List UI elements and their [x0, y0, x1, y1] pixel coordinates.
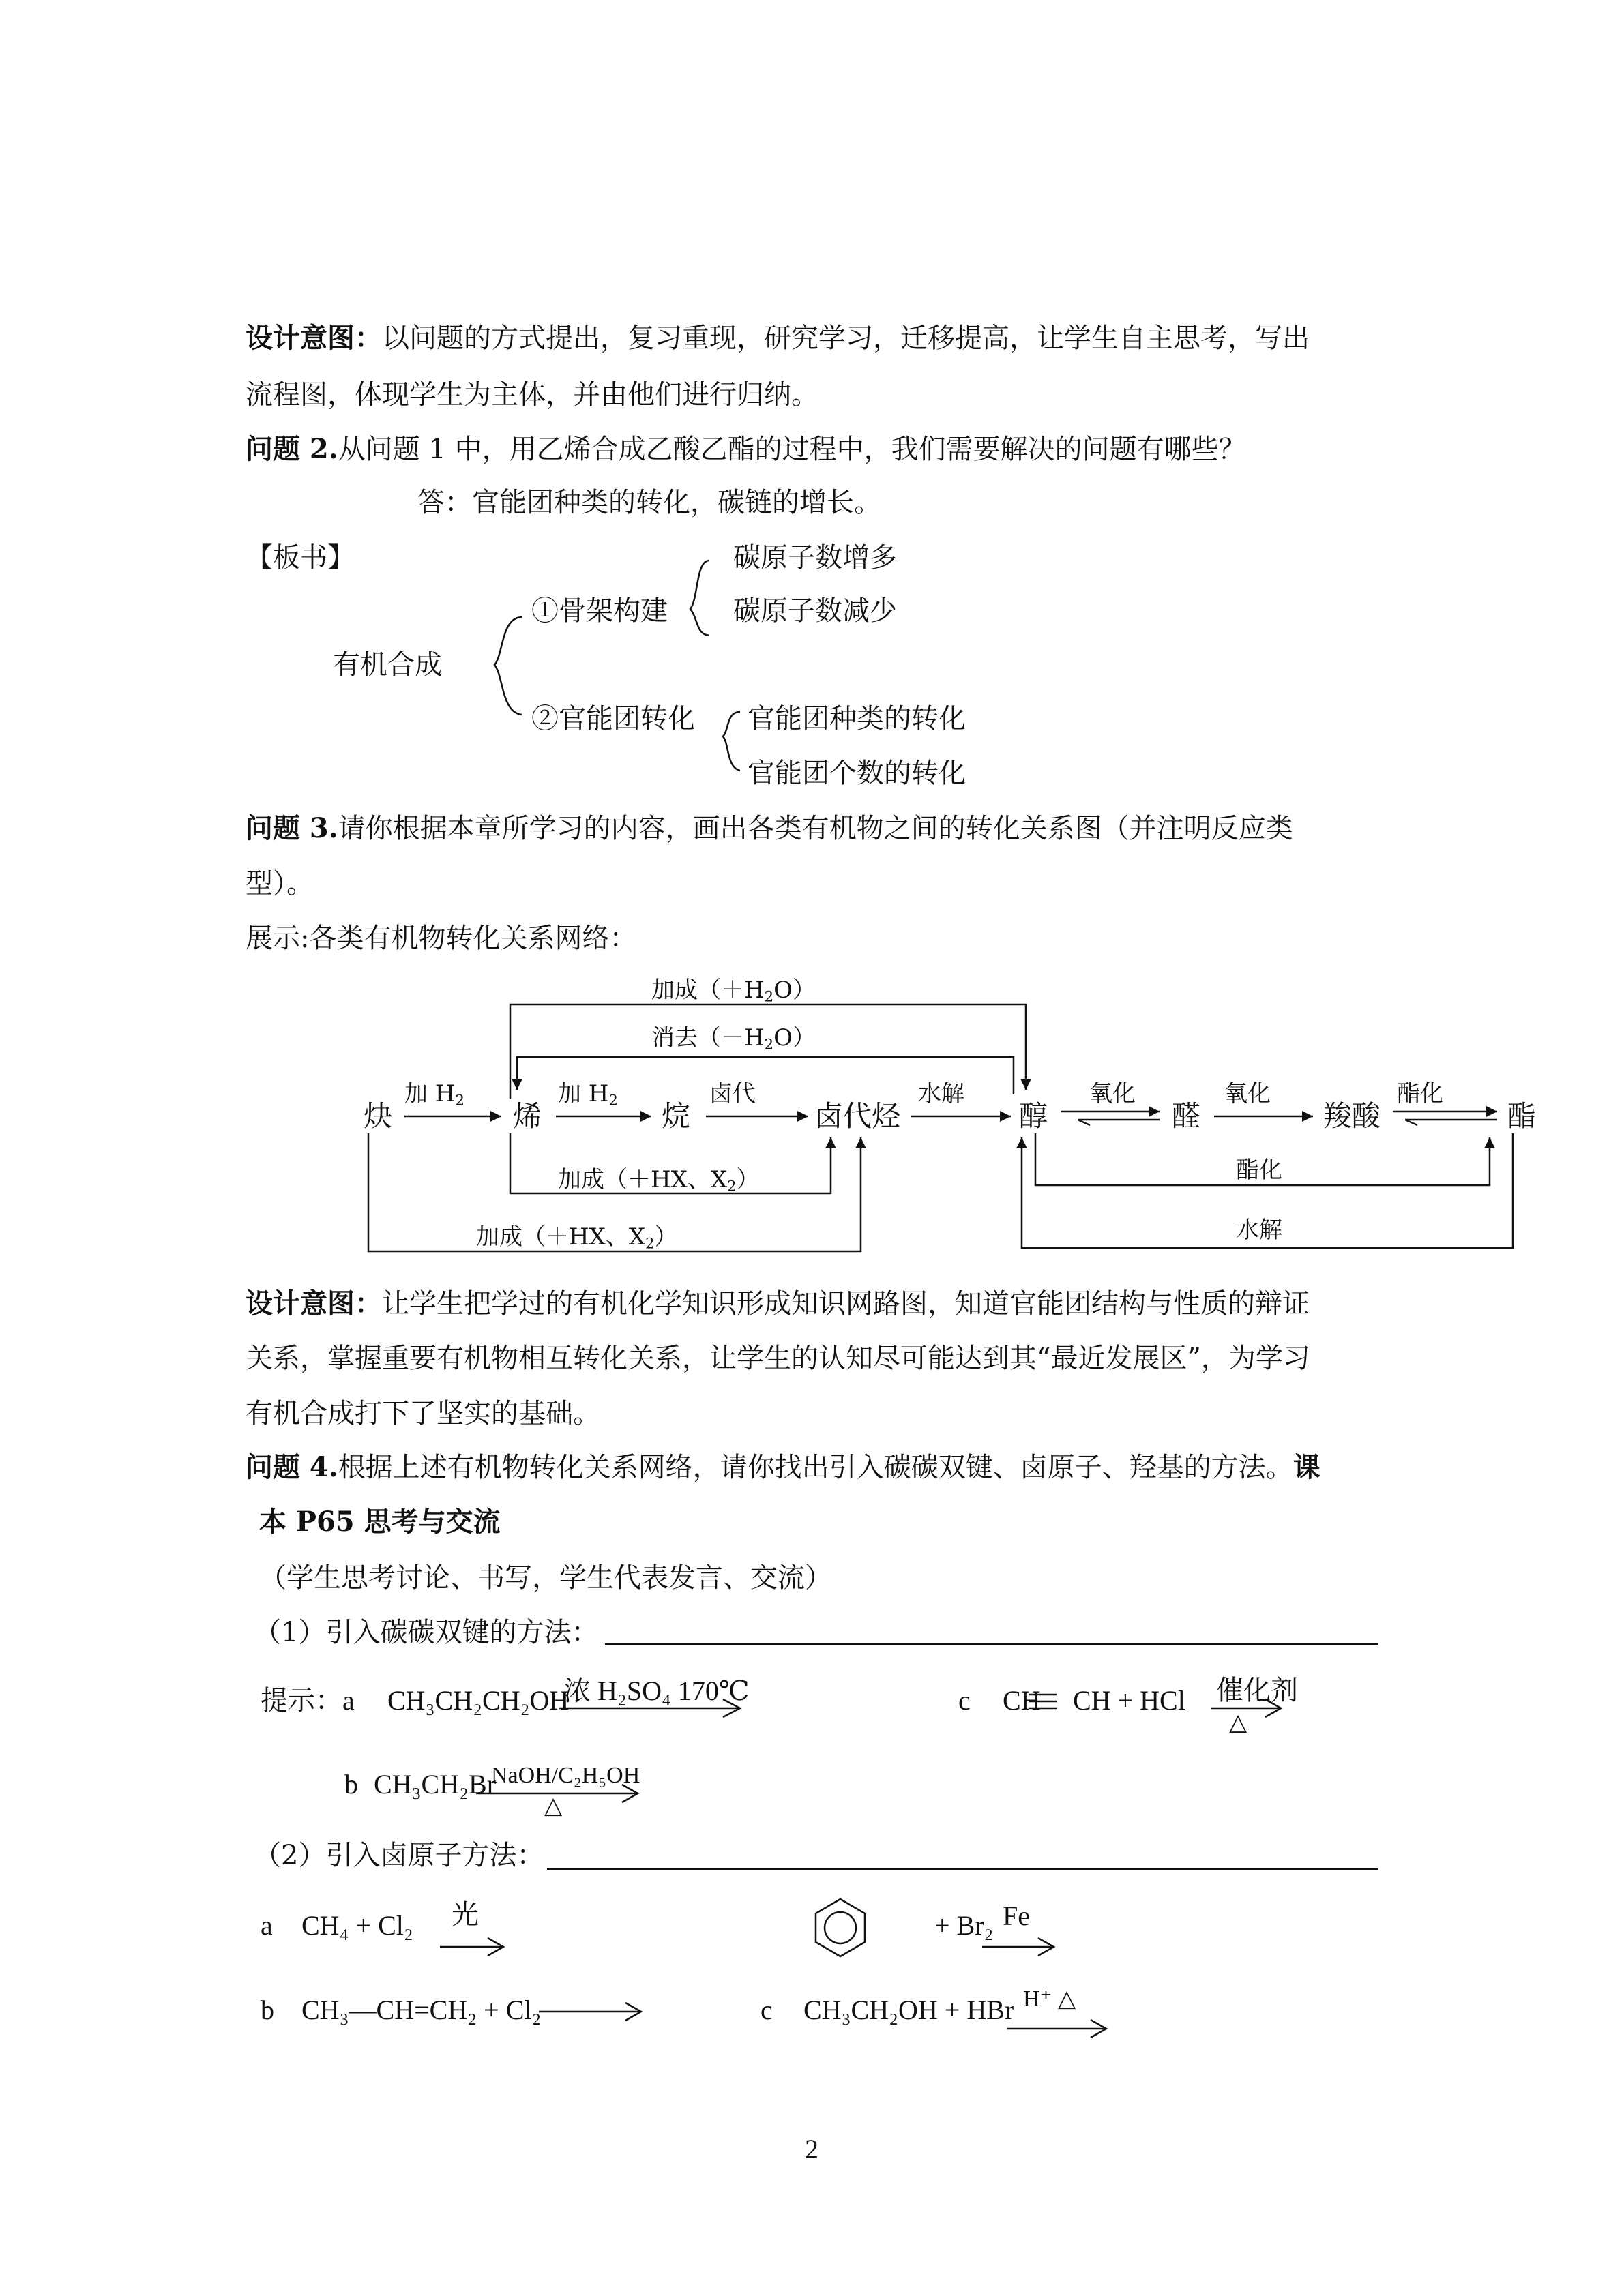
s2-benzene-reactant: + Br₂ — [934, 1910, 994, 1941]
page-number: 2 — [805, 2134, 818, 2164]
section-2-label: （2）引入卤原子方法： — [254, 1840, 544, 1871]
node-haloalkane: 卤代烃 — [814, 1099, 901, 1133]
board-carbon-increase: 碳原子数增多 — [733, 542, 897, 573]
brace-root — [494, 617, 522, 715]
label-hydrolysis-1: 水解 — [918, 1080, 964, 1107]
hint-c-reactant-b: CH + HCl — [1073, 1685, 1185, 1716]
label-add-h2-1: 加 $H_2$ — [404, 1080, 464, 1109]
question-4-label: 问题 4. — [246, 1451, 338, 1483]
s2-c-label: c — [761, 1995, 773, 2025]
brace-functional — [723, 712, 740, 771]
node-alkyne: 炔 — [364, 1099, 393, 1133]
brace-skeleton — [690, 561, 709, 636]
label-esterification-2: 酯化 — [1236, 1157, 1282, 1184]
question-2-label: 问题 2. — [246, 433, 338, 465]
s2-b-label: b — [261, 1995, 274, 2025]
hint-b-condition: NaOH/C₂H₅OH — [491, 1763, 640, 1788]
board-root: 有机合成 — [333, 649, 442, 681]
hint-b-label: b — [344, 1769, 358, 1800]
s2-a-reactant: CH₄ + Cl₂ — [301, 1910, 413, 1941]
board-carbon-decrease: 碳原子数减少 — [733, 595, 897, 627]
benzene-ring — [816, 1899, 865, 1956]
design-intent-2-line3: 有机合成打下了坚实的基础。 — [246, 1398, 600, 1429]
loop-add-water — [510, 1004, 1026, 1099]
hint-c-heat: △ — [1229, 1709, 1247, 1736]
hint-c-label: c — [958, 1685, 971, 1716]
board-fg-type: 官能团种类的转化 — [748, 703, 966, 734]
question-3-label: 问题 3. — [246, 812, 338, 844]
label-add-hx-2: 加成（＋HX、$X_2$） — [476, 1223, 678, 1252]
node-alkane: 烷 — [662, 1099, 691, 1133]
s2-b-reactant: CH₃—CH=CH₂ + Cl₂ — [301, 1995, 542, 2025]
question-4-bold-tail: 课 — [1293, 1451, 1320, 1483]
label-oxidation-1: 氧化 — [1089, 1080, 1136, 1107]
question-3-text: 请你根据本章所学习的内容，画出各类有机物之间的转化关系图（并注明反应类 — [338, 813, 1293, 844]
design-intent-2-line2: 关系，掌握重要有机物相互转化关系，让学生的认知尽可能达到其“最近发展区”，为学习 — [246, 1343, 1310, 1374]
loop-elimination — [517, 1057, 1014, 1094]
s2-a-label: a — [261, 1910, 273, 1941]
benzene-inner-circle — [825, 1912, 856, 1943]
hint-b-heat: △ — [544, 1792, 563, 1819]
board-label: 【板书】 — [246, 542, 355, 573]
label-elimination: 消去$(-H_2O)$ — [651, 1024, 816, 1053]
label-hydrolysis-2: 水解 — [1236, 1217, 1282, 1244]
label-oxidation-2: 氧化 — [1224, 1080, 1271, 1107]
node-alcohol: 醇 — [1019, 1099, 1048, 1133]
node-alkene: 烯 — [513, 1099, 542, 1133]
board-fg-count: 官能团个数的转化 — [748, 758, 966, 789]
node-aldehyde: 醛 — [1172, 1099, 1201, 1133]
s2-c-condition: H⁺ △ — [1023, 1986, 1076, 2012]
design-intent-label: 设计意图： — [246, 322, 382, 354]
hint-b-reactant: CH₃CH₂Br — [374, 1769, 497, 1800]
question-3-line2: 型）。 — [246, 868, 314, 899]
board-branch-functional: ②官能团转化 — [531, 703, 695, 734]
board-branch-skeleton: ①骨架构建 — [531, 595, 668, 627]
question-4-note: （学生思考讨论、书写，学生代表发言、交流） — [259, 1562, 832, 1594]
design-intent-2-text: 让学生把学过的有机化学知识形成知识网路图，知道官能团结构与性质的辩证 — [382, 1288, 1310, 1320]
label-add-h2-2: 加 $H_2$ — [558, 1080, 618, 1109]
loop-esterification — [1035, 1133, 1490, 1185]
s2-a-condition: 光 — [452, 1899, 479, 1930]
design-intent-2-label: 设计意图： — [246, 1287, 382, 1320]
s2-benzene-condition: Fe — [1003, 1900, 1030, 1931]
loop-add-hx-alkene — [510, 1133, 831, 1193]
node-ester: 酯 — [1507, 1099, 1537, 1133]
design-intent-text: 以问题的方式提出，复习重现，研究学习，迁移提高，让学生自主思考，写出 — [382, 323, 1310, 354]
label-add-water: 加成$(+H_2O)$ — [651, 976, 816, 1005]
section-1-label: （1）引入碳碳双键的方法： — [254, 1617, 599, 1648]
design-intent-1-line2: 流程图，体现学生为主体，并由他们进行归纳。 — [246, 379, 818, 411]
question-4-line2: 本 P65 思考与交流 — [259, 1506, 501, 1538]
loop-add-hx-alkyne — [368, 1133, 861, 1251]
hint-c-reactant-a: CH — [1003, 1685, 1041, 1716]
hint-a-reactant: CH₃CH₂CH₂OH — [387, 1685, 570, 1716]
label-halogenation: 卤代 — [709, 1080, 756, 1107]
hint-a-condition: 浓 H₂SO₄ 170℃ — [563, 1675, 750, 1706]
question-4-text: 根据上述有机物转化关系网络，请你找出引入碳碳双键、卤原子、羟基的方法。 — [338, 1452, 1293, 1483]
show-network-caption: 展示:各类有机物转化关系网络： — [246, 923, 637, 954]
s2-c-reactant: CH₃CH₂OH + HBr — [803, 1995, 1014, 2025]
loop-hydrolysis — [1022, 1133, 1513, 1248]
hint-c-condition: 催化剂 — [1216, 1675, 1298, 1706]
label-add-hx-1: 加成（＋HX、$X_2$） — [558, 1166, 760, 1195]
node-carboxylic-acid: 羧酸 — [1323, 1099, 1381, 1133]
label-esterification-1: 酯化 — [1397, 1080, 1443, 1107]
question-2-answer: 答：官能团种类的转化，碳链的增长。 — [417, 487, 881, 518]
question-2-text: 从问题 1 中，用乙烯合成乙酸乙酯的过程中，我们需要解决的问题有哪些？ — [338, 434, 1246, 465]
hint-a-label: 提示：a — [261, 1685, 355, 1716]
